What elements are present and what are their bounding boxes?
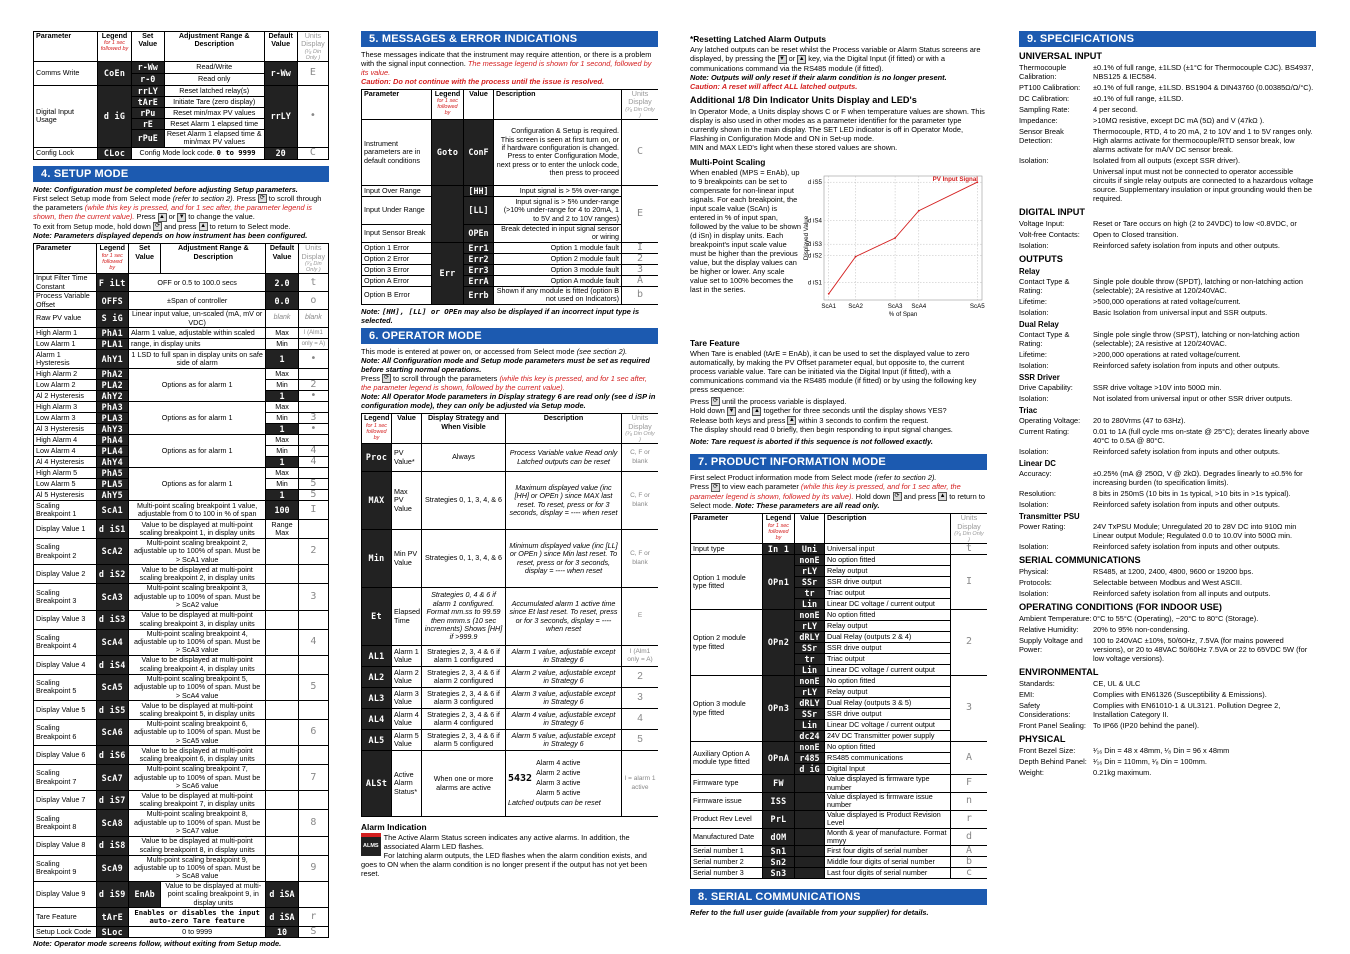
reset-title: *Resetting Latched Alarm Outputs [690,34,827,44]
spec-row: Resolution: 8 bits in 250mS (10 bits in 1s typical, >10 bits in >1s typical). [1019,489,1291,498]
setup-row: Tare Feature tArE Enables or disables the input auto-zero Tare feature d iSA r [34,908,329,927]
spec-row: Isolation: Isolated from all outputs (except SSR driver). [1019,156,1241,165]
operator-row: Min Min PV Value Strategies 0, 1, 3, 4, & 6 Minimum displayed value (inc [LL] or OPEn ) since Min last reset. To reset, press or for 3 seconds, display = ---- when reset C, F or blank [362,530,659,588]
spec-heading: PHYSICAL [1019,734,1066,744]
mps-text: When enabled (MPS = EnAb), up to 9 breakpoints can be set to compensate for non-linear input signals. For each breakpoint, the input scale value (ScAn) is entered in % of input span, followed by the value to be shown (d iSn) in display units. Each breakpoint's input scale value must be higher than the previous value, but the display values can be higher or lower. Any scale value set to 100% becomes the last in the series. [690,167,801,294]
spec-row: Sampling Rate: 4 per second. [1019,105,1138,114]
scroll-key-icon[interactable]: ⟳ [712,398,718,405]
spec-row: Protocols: Selectable between Modbus and West ASCII. [1019,578,1242,587]
spec-row: Isolation: Not isolated from universal input or other SSR driver outputs. [1019,394,1293,403]
x-tick-label: ScA5 [969,302,985,310]
spec-row: Volt-free Contacts: Open to Closed transition. [1019,230,1179,239]
th-set-value: Set Value [131,32,164,62]
scroll-key-icon[interactable]: ⟳ [383,375,389,382]
product-info-row: Input type In 1 Uni Universal input t [691,544,988,555]
y-tick-label: d iS4 [807,217,822,225]
section-7-title: 7. PRODUCT INFORMATION MODE [690,454,987,470]
product-info-row: d iG Digital Input [691,764,988,775]
setup-row: Low Alarm 5 PLA5 Min 5 [34,479,329,490]
spec-row: Power Rating: 24V TxPSU Module; Unregulated 20 to 28V DC into 910Ω min Linear output Module; Regulated 0.0 to 10.0V into 500Ω min. [1019,522,1297,540]
spec-row: Supply Voltage and Power: 100 to 240VAC ±10%, 50/60Hz, 7.5VA (for mains powered versions), or 20 to 48VAC 50/60Hz 7.5VA or 22 to 65VDC 5W (for low voltage versions). [1019,636,1308,663]
setup-row: Alarm 1 Hysteresis AhY1 1 LSD to full span in display units on safe side of alarm 1 • [34,350,329,369]
product-info-row: Lin Linear DC voltage / current output [691,665,988,676]
setup-row: Display Value 8 d iS8 Value to be displayed at multi-point scaling breakpoint 8, in display units [34,836,329,855]
scroll-key-icon[interactable]: ⟳ [712,483,718,490]
message-row: Input Under Range [LL] Input signal is > 5% under-range (>10% under-range for 4 to 20mA, 1 to 5V and 2 to 10V ranges) [362,196,659,224]
x-tick-label: ScA2 [848,302,863,310]
spec-row: Safety Considerations: Complies with EN61010-1 & UL3121. Pollution Degree 2, Installation Category II. [1019,701,1281,719]
message-row: Option B Error Errb Shown if any module is fitted (option B not used on Indicators) b [362,286,659,304]
spec-row: Ambient Temperature: 0°C to 55°C (Operating), −20°C to 80°C (Storage). [1019,614,1259,623]
setup-row: Scaling Breakpoint 8 ScA8 Multi-point scaling breakpoint 8, adjustable up to 100% of span. Must be > ScA7 value 8 [34,810,329,836]
product-info-row: Serial number 3 Sn3 Last four digits of serial number c [691,868,988,879]
operator-row: AL5 Alarm 5 Value Strategies 2, 3, 4 & 6 if alarm 5 configured Alarm 5 value, adjustable except in Strategy 6 5 [362,730,659,751]
product-info-row: dRLY Dual Relay (outputs 2 & 4) [691,632,988,643]
spec-row: Physical: RS485, at 1200, 2400, 4800, 9600 or 19200 bps. [1019,567,1254,576]
spec-row: Isolation: Reinforced safety isolation from inputs and other outputs. [1019,241,1280,250]
th-parameter: Parameter [34,32,98,62]
additional-text: In Operator Mode, a Units display shows C or F when temperature values are shown. This display is also used in other modes as a parameter identifier for the parameter type currently shown in the main display. The SET LED indicator is off in Operator Mode, Flashing in Configuration Mode and ON in Set-up mode. MIN and MAX LED's light when these stored values are shown. [690,106,985,152]
setup-row: Display Value 4 d iS4 Value to be displayed at multi-point scaling breakpoint 4, in display units [34,655,329,674]
operator-row: AL3 Alarm 3 Value Strategies 2, 3, 4 & 6 if alarm 3 configured Alarm 3 value, adjustable except in Strategy 6 3 [362,688,659,709]
section-6-intro: This mode is entered at power on, or accessed from Select mode (see section 2). Note: All Configuration mode and Setup mode parameters must be set as required before starting normal operations. Press ⟳ to scroll through the parameters (while this key is pressed, and for 1 sec after, the parameter legend is shown, followed by the current value). Note: All Operator Mode parameters in Display strategy 6 are read only (see d iSP in configuration mode), they can only be adjusted via Setup mode. [361,346,656,411]
spec-subheading: Relay [1019,267,1040,276]
setup-row: Display Value 9 d iS9 EnAb Value to be displayed at multi-point scaling breakpoint 9, in display units d iSA [34,881,329,907]
y-tick-label: d iS1 [807,279,822,287]
spec-row: Lifetime: >200,000 operations at rated voltage/current. [1019,350,1241,359]
x-tick-label: ScA1 [821,302,837,310]
th-units: Units Display (¹⁄₈ Din Only ) [297,32,328,62]
spec-row: Drive Capability: SSR drive voltage >10V into 500Ω min. [1019,383,1222,392]
down-key-icon[interactable]: ▼ [728,407,735,414]
spec-subheading: Linear DC [1019,459,1056,468]
setup-row: Low Alarm 2 PLA2 Min 2 [34,380,329,391]
y-axis-label: Displayed Value [803,215,810,260]
setup-row: Display Value 1 d iS1 Value to be displayed at multi-point scaling breakpoint 1, in display units Range Max [34,520,329,539]
spec-row: Sensor Break Detection: Thermocouple, RTD, 4 to 20 mA, 2 to 10V and 1 to 5V ranges only. High alarms activate for thermocouple/RTD sensor break, low alarms activate for mA/V DC sensor break. [1019,127,1313,154]
setup-row: Display Value 7 d iS7 Value to be displayed at multi-point scaling breakpoint 7, in display units [34,791,329,810]
spec-row: DC Calibration: ±0.1% of full range, ±1LSD. [1019,94,1184,103]
down-key-icon[interactable]: ▼ [178,213,185,220]
x-tick-label: ScA4 [911,302,927,310]
message-row: Instrument parameters are in default conditions Goto ConF Configuration & Setup is required. This screen is seen at first turn on, or if hardware configuration is changed. Press to enter Configuration Mode, next press or to enter the unlock code, then press to proceed C [362,119,659,185]
data-point [918,209,920,211]
mps-chart [802,168,987,328]
operator-row: AL1 Alarm 1 Value Strategies 2, 3, 4 & 6 if alarm 1 configured Alarm 1 value, adjustable except in Strategy 6 I (Alm1 only = A) [362,646,659,667]
section-8-text: Refer to the full user guide (available from your supplier) for details. [690,908,929,918]
product-info-row: r485 RS485 communications [691,753,988,764]
section-9-title: 9. SPECIFICATIONS [1019,31,1316,47]
setup-row: High Alarm 2 PhA2 Options as for alarm 1 Max [34,369,329,380]
product-info-row: dc24 24V DC Transmitter power supply [691,731,988,742]
alarm-indication-title: Alarm Indication [361,822,427,833]
product-info-row: Firmware issue ISS Value displayed is firmware issue number n [691,792,988,810]
y-tick-label: d iS5 [807,178,822,186]
setup-row: Al 4 Hysteresis AhY4 1 4 [34,457,329,468]
product-info-row: SSr SSR drive output [691,643,988,654]
setup-row: Scaling Breakpoint 3 ScA3 Multi-point scaling breakpoint 3, adjustable up to 100% of span. Must be > ScA2 value 3 [34,584,329,610]
product-info-table: Parameter Legend for 1 sec followed by Value Description Units Display (¹⁄₈ Din Only ) Input type In 1 Uni Universal input t Option 1 module type fitted OPn1 nonE No option fitted I rLY Relay output SSr SSR drive output tr Triac output Lin Linear DC voltage / current output Option 2 module type fitted OPn2 nonE No option fitted 2 rLY Relay output dRLY Dual Relay (outputs 2 & 4) SSr SSR drive output tr Triac output Lin Linear DC voltage / current output Option 3 module type fitted OPn3 nonE No option fitted 3 rLY Relay output dRLY Dual Relay (outputs 3 & 5) SSr SSR drive output Lin Linear DC voltage / current output dc24 24V DC Transmitter power supply Auxiliary Option A module type fitted OPnA nonE No option fitted A r485 RS485 communications d iG Digital Input Firmware type FW Value displayed is firmware type number F Firmware issue ISS Value displayed is firmware issue number n Product Rev Level PrL Value displayed is Product Revision Level r Manufactured Date dOM Month & year of manufacture. Format mmyy d Serial number 1 Sn1 First four digits of serial number A Serial number 2 Sn2 Middle four digits of serial number b Serial number 3 Sn3 Last four digits of serial number c [690,513,987,879]
setup-row: Low Alarm 1 PLA1 range, in display units Min only = A) [34,339,329,350]
section-4-title: 4. SETUP MODE [33,166,329,182]
spec-row: Depth Behind Panel: ¹⁄₁₆ Din = 110mm, ¹⁄₈ Din = 100mm. [1019,757,1207,766]
messages-note: Note: [HH], [LL] or OPEn may also be displayed if an incorrect input type is selected. [361,306,640,325]
th-adjust: Adjustment Range & Description [164,32,264,62]
spec-row: Accuracy: ±0.25% (mA @ 250Ω, V @ 2kΩ). Degrades linearly to ±0.5% for increasing burden (to specification limits). [1019,469,1303,487]
setup-row: Scaling Breakpoint 1 ScA1 Multi-point scaling breakpoint 1 value, adjustable from 0 to 100 in % of span 100 I [34,501,329,520]
series-line [829,182,978,294]
column-3 [690,30,987,920]
column-1 [33,30,329,951]
row-digital-input: Digital Input Usage [34,85,98,147]
column-4 [1019,30,1316,779]
setup-row: Al 3 Hysteresis AhY3 1 • [34,424,329,435]
section-5-title: 5. MESSAGES & ERROR INDICATIONS [361,31,658,47]
setup-row: Display Value 6 d iS6 Value to be displayed at multi-point scaling breakpoint 6, in display units [34,746,329,765]
setup-row: High Alarm 4 PhA4 Options as for alarm 1 Max [34,435,329,446]
spec-row: Isolation: Reinforced safety isolation from inputs and other outputs. [1019,361,1280,370]
spec-heading: ENVIRONMENTAL [1019,667,1099,677]
setup-row: Scaling Breakpoint 4 ScA4 Multi-point scaling breakpoint 4, adjustable up to 100% of span. Must be > ScA3 value 4 [34,629,329,655]
section-6-title: 6. OPERATOR MODE [361,328,658,344]
message-row: Input Sensor Break OPEn Break detected in input signal sensor or wiring [362,224,659,242]
reset-text: Any latched outputs can be reset whilst the Process variable or Alarm Status screens are displayed, by pressing the ▼ or ▲ key, via the Digital Input (if fitted) or with a communications command via the RS485 module (if fitted). Note: Outputs will only reset if their alarm condition is no longer present. Caution: A reset will affect ALL latched outputs. [690,45,981,91]
tare-note: Note: Tare request is aborted if this sequence is not followed exactly. [690,437,933,447]
message-row: Input Over Range [HH] Input signal is > 5% over-range E [362,185,659,196]
setup-row: Low Alarm 4 PLA4 Min 4 [34,446,329,457]
setup-row: Setup Lock Code SLoc 0 to 9999 10 S [34,927,329,938]
section-8-title: 8. SERIAL COMMUNICATIONS [690,889,987,905]
data-point [855,255,857,257]
plot-area [824,176,982,300]
setup-row: Scaling Breakpoint 5 ScA5 Multi-point scaling breakpoint 5, adjustable up to 100% of span. Must be > ScA4 value 5 [34,674,329,700]
product-info-row: SSr SSR drive output [691,577,988,588]
spec-row: Universal input must not be connected to operator accessible circuits if single relay outputs are connected to a hazardous voltage source. Supplementary insulation or input grounding would then be required. [1093,167,1314,203]
spec-row: PT100 Calibration: ±0.1% of full range, ±1LSD. BS1904 & DIN43760 (0.00385Ω/Ω/°C). [1019,83,1314,92]
spec-row: Voltage Input: Reset or Tare occurs on high (2 to 24VDC) to low <0.8VDC, or [1019,219,1297,228]
setup-row: Display Value 5 d iS5 Value to be displayed at multi-point scaling breakpoint 5, in display units [34,700,329,719]
product-info-row: Option 2 module type fitted OPn2 nonE No option fitted 2 [691,610,988,621]
setup-row: Display Value 3 d iS3 Value to be displayed at multi-point scaling breakpoint 3, in display units [34,610,329,629]
product-info-row: Auxiliary Option A module type fitted OPnA nonE No option fitted A [691,742,988,753]
message-row: Option 2 Error Err2 Option 2 module fault 2 [362,253,659,264]
tare-steps: Press ⟳ until the process variable is displayed. Hold down ▼ and ▲ together for three seconds until the display shows YES? Release both keys and press ▲ within 3 seconds to confirm the request. The display should read 0 briefly, then begin responding to input signal changes. [690,396,953,435]
operator-row: Et Elapsed Time Strategies 0, 4 & 6 if alarm 1 configured. Format mm.ss to 99.59 then mmm.s (10 sec increments) Shows [HH] if >999.9 Accumulated alarm 1 active time since Et last reset. To reset, press or for 3 seconds, display = ---- when reset E [362,588,659,646]
spec-row: Weight: 0.21kg maximum. [1019,768,1152,777]
setup-row: Scaling Breakpoint 6 ScA6 Multi-point scaling breakpoint 6, adjustable up to 100% of span. Must be > ScA5 value 6 [34,719,329,745]
section-4-intro: Note: Configuration must be completed before adjusting Setup parameters. First select Setup mode from Select mode (refer to section 2). Press ⟳ to scroll through the parameters (while this key is pressed, and for 1 sec after, the parameter legend is shown, then the current value). Press ▲ or ▼ to change the value. To exit from Setup mode, hold down ⟳ and press ▲ to return to Select mode. Note: Parameters displayed depends on how instrument has been configured. [33,184,322,241]
setup-row: Process Variable Offset OFFS ±Span of controller 0.0 o [34,292,329,310]
setup-row: Raw PV value S iG Linear input value, un-scaled (mA, mV or VDC) blank blank [34,310,329,328]
setup-row: Scaling Breakpoint 2 ScA2 Multi-point scaling breakpoint 2, adjustable up to 100% of span. Must be > ScA1 value 2 [34,539,329,565]
operator-row: AL4 Alarm 4 Value Strategies 2, 3, 4 & 6 if alarm 4 configured Alarm 4 value, adjustable except in Strategy 6 4 [362,709,659,730]
x-axis-label: % of Span [888,310,918,318]
alarm-indication-text: ALMS The Active Alarm Status screen indicates any active alarms. In addition, the associated Alarm LED flashes. For latching alarm outputs, the LED flashes when the alarm condition exists, and goes to ON when the alarm condition is no longer present if the output has not yet been reset. [361,833,647,879]
up-key-icon[interactable]: ▲ [753,407,760,414]
spec-row: Current Rating: 0.01 to 1A (full cycle rms on-state @ 25°C); derates linearly above 40°C to 0.5A @ 80°C. [1019,427,1310,445]
y-tick-label: d iS3 [807,240,822,248]
setup-row: Scaling Breakpoint 9 ScA9 Multi-point scaling breakpoint 9, adjustable up to 100% of span. Must be > ScA8 value 9 [34,855,329,881]
operator-row: AL2 Alarm 2 Value Strategies 2, 3, 4 & 6 if alarm 2 configured Alarm 2 value, adjustable except in Strategy 6 2 [362,667,659,688]
product-info-row: Firmware type FW Value displayed is firmware type number F [691,775,988,793]
spec-heading: OUTPUTS [1019,254,1063,264]
th-legend: Legend for 1 sec followed by [98,32,131,62]
spec-row: Isolation: Basic Isolation from universal input and SSR outputs. [1019,308,1268,317]
spec-row: Standards: CE, UL & ULC [1019,679,1141,688]
data-point [828,292,830,294]
product-info-row: Lin Linear DC voltage / current output [691,599,988,610]
spec-row: Thermocouple Calibration: ±0.1% of full range, ±1LSD (±1°C for Thermocouple CJC). BS4937, NBS125 & IEC584. [1019,63,1314,81]
section-7-intro: First select Product information mode from Select mode (refer to section 2). Press ⟳ to view each parameter (while this key is pressed, and for 1 sec after, the parameter legend is shown, followed by its value). Hold down ⟳ and press ▲ to return to Select mode. Note: These parameters are all read only. [690,473,985,511]
product-info-row: rLY Relay output [691,566,988,577]
product-info-row: tr Triac output [691,588,988,599]
spec-heading: OPERATING CONDITIONS (FOR INDOOR USE) [1019,602,1222,612]
scroll-key-icon[interactable]: ⟳ [894,493,900,500]
spec-row: Contact Type & Rating: Single pole double throw (SPDT), latching or non-latching action (selectable); 2A resistive at 120/240VAC. [1019,277,1303,295]
product-info-row: Product Rev Level PrL Value displayed is Product Revision Level r [691,810,988,828]
product-info-row: Lin Linear DC voltage / current output [691,720,988,731]
setup-row: High Alarm 1 PhA1 Alarm 1 value, adjustable within scaled Max I (Alm1 [34,328,329,339]
message-row: Option 3 Error Err3 Option 3 module fault 3 [362,264,659,275]
config-table-top: Parameter Legend for 1 sec followed by Set Value Adjustment Range & Description Default Value Units Display (¹⁄₈ Din Only ) Comms Write CoEn r-Ww Read/Write r-Ww E r-0 Read only Digital Input Usage d iG rrLY Reset latched relay(s) rrLY • tArE Initiate Tare (zero display) rPu Reset min/max PV values rE Reset Alarm 1 elapsed time rPuE Reset Alarm 1 elapsed time & min/max PV values Config Lock CLoc Config Mode lock code. 0 to 9999 20 C [33,31,329,160]
product-info-row: Option 1 module type fitted OPn1 nonE No option fitted I [691,555,988,566]
spec-row: Isolation: Reinforced safety isolation from inputs and other outputs. [1019,500,1280,509]
setup-row: High Alarm 5 PhA5 Options as for alarm 1 Max [34,468,329,479]
setup-row: Display Value 2 d iS2 Value to be displayed at multi-point scaling breakpoint 2, in display units [34,565,329,584]
spec-row: Relative Humidity: 20% to 95% non-condensing. [1019,625,1190,634]
spec-heading: SERIAL COMMUNICATIONS [1019,555,1141,565]
up-key-icon[interactable]: ▲ [798,55,805,62]
specifications [1019,51,1316,777]
x-tick-label: ScA3 [887,302,903,310]
spec-row: Isolation: Reinforced safety isolation from inputs and other outputs. [1019,447,1280,456]
mps-title: Multi-Point Scaling [690,156,766,167]
up-key-icon[interactable]: ▲ [159,213,165,220]
up-key-icon[interactable]: ▲ [939,493,946,500]
spec-row: Front Bezel Size: ¹⁄₁₆ Din = 48 x 48mm, ¹⁄₈ Din = 96 x 48mm [1019,746,1230,755]
spec-row: Operating Voltage: 20 to 280Vrms (47 to 63Hz). [1019,416,1186,425]
spec-row: Impedance: >10MΩ resistive, except DC mA (5Ω) and V (47kΩ ). [1019,116,1265,125]
up-key-icon[interactable]: ▲ [788,417,795,424]
product-info-row: SSr SSR drive output [691,709,988,720]
section-5-intro: These messages indicate that the instrument may require attention, or there is a problem with the signal input connection. The message legend is shown for 1 second, followed by its value. Caution: Do not continue with the process until the issue is resolved. [361,50,652,86]
product-info-row: tr Triac output [691,654,988,665]
spec-row: Isolation: Reinforced safety isolation from inputs and other outputs. [1019,542,1280,551]
spec-row: Isolation: Reinforced safety isolation from all inputs and outputs. [1019,589,1271,598]
chart-title: PV Input Signal [932,175,978,183]
spec-row: Lifetime: >500,000 operations at rated voltage/current. [1019,297,1241,306]
additional-title: Additional 1/8 Din Indicator Units Display and LED's [690,94,917,105]
spec-heading: UNIVERSAL INPUT [1019,51,1103,61]
product-info-row: rLY Relay output [691,687,988,698]
tare-title: Tare Feature [690,337,740,348]
data-point [894,237,896,239]
setup-row: Low Alarm 3 PLA3 Min 3 [34,413,329,424]
spec-subheading: Triac [1019,406,1038,415]
messages-table: Parameter Legend for 1 sec followed by Value Description Units Display (¹⁄₈ Din Only ) Instrument parameters are in default conditions Goto ConF Configuration & Setup is required. This screen is seen at first turn on, or if hardware configuration is changed. Press to enter Configuration Mode, next press or to enter the unlock code, then press to proceed C Input Over Range [HH] Input signal is > 5% over-range E Input Under Range [LL] Input signal is > 5% under-range (>10% under-range for 4 to 20mA, 1 to 5V and 2 to 10V ranges) Input Sensor Break OPEn Break detected in input signal sensor or wiring Option 1 Error Err Err1 Option 1 module fault I Option 2 Error Err2 Option 2 module fault 2 Option 3 Error Err3 Option 3 module fault 3 Option A Error ErrA Option A module fault A Option B Error Errb Shown if any module is fitted (option B not used on Indicators) b [361,89,658,305]
scroll-key-icon[interactable]: ⟳ [154,223,160,230]
setup-row: Scaling Breakpoint 7 ScA7 Multi-point scaling breakpoint 7, adjustable up to 100% of span. Must be > ScA6 value 7 [34,765,329,791]
operator-table: Legend for 1 sec followed by Value Display Strategy and When Visible Description Units Display (¹⁄₈ Din Only ) Proc PV Value* Always Process Variable value Read only Latched outputs can be reset C, F or blank MAX Max PV Value Strategies 0, 1, 3, 4, & 6 Maximum displayed value (inc [HH] or OPEn ) since MAX last reset. To reset, press or for 3 seconds, display = ---- when reset C, F or blank Min Min PV Value Strategies 0, 1, 3, 4, & 6 Minimum displayed value (inc [LL] or OPEn ) since Min last reset. To reset, press or for 3 seconds, display = ---- when reset C, F or blank Et Elapsed Time Strategies 0, 4 & 6 if alarm 1 configured. Format mm.ss to 99.59 then mmm.s (10 sec increments) Shows [HH] if >999.9 Accumulated alarm 1 active time since Et last reset. To reset, press or for 3 seconds, display = ---- when reset E AL1 Alarm 1 Value Strategies 2, 3, 4 & 6 if alarm 1 configured Alarm 1 value, adjustable except in Strategy 6 I (Alm1 only = A) AL2 Alarm 2 Value Strategies 2, 3, 4 & 6 if alarm 2 configured Alarm 2 value, adjustable except in Strategy 6 2 AL3 Alarm 3 Value Strategies 2, 3, 4 & 6 if alarm 3 configured Alarm 3 value, adjustable except in Strategy 6 3 AL4 Alarm 4 Value Strategies 2, 3, 4 & 6 if alarm 4 configured Alarm 4 value, adjustable except in Strategy 6 4 AL5 Alarm 5 Value Strategies 2, 3, 4 & 6 if alarm 5 configured Alarm 5 value, adjustable except in Strategy 6 5 ALSt Active Alarm Status* When one or more alarms are active 5432 Alarm 4 active Alarm 2 active Alarm 3 active Alarm 5 active Latched outputs can be reset I = alarm 1 active [361,413,658,817]
row-comms-write: Comms Write [34,61,98,85]
setup-table: Parameter Legend for 1 sec followed by Set Value Adjustment Range & Description Default Value Units Display (¹⁄₈ Din Only ) Input Filter Time Constant F iLt OFF or 0.5 to 100.0 secs 2.0 t Process Variable Offset OFFS ±Span of controller 0.0 o Raw PV value S iG Linear input value, un-scaled (mA, mV or VDC) blank blank High Alarm 1 PhA1 Alarm 1 value, adjustable within scaled Max I (Alm1 Low Alarm 1 PLA1 range, in display units Min only = A) Alarm 1 Hysteresis AhY1 1 LSD to full span in display units on safe side of alarm 1 • High Alarm 2 PhA2 Options as for alarm 1 Max Low Alarm 2 PLA2 Min 2 Al 2 Hysteresis AhY2 1 • High Alarm 3 PhA3 Options as for alarm 1 Max Low Alarm 3 PLA3 Min 3 Al 3 Hysteresis AhY3 1 • High Alarm 4 PhA4 Options as for alarm 1 Max Low Alarm 4 PLA4 Min 4 Al 4 Hysteresis AhY4 1 4 High Alarm 5 PhA5 Options as for alarm 1 Max Low Alarm 5 PLA5 Min 5 Al 5 Hysteresis AhY5 1 5 Scaling Breakpoint 1 ScA1 Multi-point scaling breakpoint 1 value, adjustable from 0 to 100 in % of span 100 I Display Value 1 d iS1 Value to be displayed at multi-point scaling breakpoint 1, in display units Range Max Scaling Breakpoint 2 ScA2 Multi-point scaling breakpoint 2, adjustable up to 100% of span. Must be > ScA1 value 2 Display Value 2 d iS2 Value to be displayed at multi-point scaling breakpoint 2, in display units Scaling Breakpoint 3 ScA3 Multi-point scaling breakpoint 3, adjustable up to 100% of span. Must be > ScA2 value 3 Display Value 3 d iS3 Value to be displayed at multi-point scaling breakpoint 3, in display units Scaling Breakpoint 4 ScA4 Multi-point scaling breakpoint 4, adjustable up to 100% of span. Must be > ScA3 value 4 Display Value 4 d iS4 Value to be displayed at multi-point scaling breakpoint 4, in display units Scaling Breakpoint 5 ScA5 Multi-point scaling breakpoint 5, adjustable up to 100% of span. Must be > ScA4 value 5 Display Value 5 d iS5 Value to be displayed at multi-point scaling breakpoint 5, in display units Scaling Breakpoint 6 ScA6 Multi-point scaling breakpoint 6, adjustable up to 100% of span. Must be > ScA5 value 6 Display Value 6 d iS6 Value to be displayed at multi-point scaling breakpoint 6, in display units Scaling Breakpoint 7 ScA7 Multi-point scaling breakpoint 7, adjustable up to 100% of span. Must be > ScA6 value 7 Display Value 7 d iS7 Value to be displayed at multi-point scaling breakpoint 7, in display units Scaling Breakpoint 8 ScA8 Multi-point scaling breakpoint 8, adjustable up to 100% of span. Must be > ScA7 value 8 Display Value 8 d iS8 Value to be displayed at multi-point scaling breakpoint 8, in display units Scaling Breakpoint 9 ScA9 Multi-point scaling breakpoint 9, adjustable up to 100% of span. Must be > ScA8 value 9 Display Value 9 d iS9 EnAb Value to be displayed at multi-point scaling breakpoint 9, in display units d iSA Tare Feature tArE Enables or disables the input auto-zero Tare feature d iSA r Setup Lock Code SLoc 0 to 9999 10 S [33,243,329,938]
spec-subheading: Dual Relay [1019,320,1059,329]
scroll-key-icon[interactable]: ⟳ [259,195,265,202]
product-info-row: dRLY Dual Relay (outputs 3 & 5) [691,698,988,709]
spec-subheading: SSR Driver [1019,373,1060,382]
product-info-row: Serial number 2 Sn2 Middle four digits of serial number b [691,857,988,868]
spec-row: Contact Type & Rating: Single pole single throw (SPST), latching or non-latching action (selectable); 2A resistive at 120/240VAC. [1019,330,1300,348]
spec-subheading: Transmitter PSU [1019,512,1080,521]
setup-footnote: Note: Operator mode screens follow, without exiting from Setup mode. [33,939,282,949]
operator-row: ALSt Active Alarm Status* When one or more alarms are active 5432 Alarm 4 active Alarm 2 active Alarm 3 active Alarm 5 active Latched outputs can be reset I = alarm 1 active [362,751,659,817]
down-key-icon[interactable]: ▼ [779,55,785,62]
th-default: Default Value [264,32,297,62]
message-row: Option A Error ErrA Option A module fault A [362,275,659,286]
spec-heading: DIGITAL INPUT [1019,207,1086,217]
tare-text: When Tare is enabled (tArE = EnAb), it can be used to set the displayed value to zero automatically, by making the PV Offset parameter equal, but opposite to, the current process variable value. Tare can be initiated via the Digital Input (if fitted), with a communications command via the RS485 module (if fitted) or by using the following key press sequence: [690,348,977,394]
product-info-row: Manufactured Date dOM Month & year of manufacture. Format mmyy d [691,828,988,846]
mps-block [690,168,987,336]
setup-row: Input Filter Time Constant F iLt OFF or 0.5 to 100.0 secs 2.0 t [34,274,329,292]
spec-row: Front Panel Sealing: To IP66 (IP20 behind the panel). [1019,721,1200,730]
message-row: Option 1 Error Err Err1 Option 1 module fault I [362,242,659,253]
setup-row: High Alarm 3 PhA3 Options as for alarm 1 Max [34,402,329,413]
operator-row: MAX Max PV Value Strategies 0, 1, 3, 4, & 6 Maximum displayed value (inc [HH] or OPEn ) since MAX last reset. To reset, press or for 3 seconds, display = ---- when reset C, F or blank [362,472,659,530]
product-info-row: Option 3 module type fitted OPn3 nonE No option fitted 3 [691,676,988,687]
alarm-led-icon: ALMS [361,833,381,856]
setup-row: Al 2 Hysteresis AhY2 1 • [34,391,329,402]
product-info-row: rLY Relay output [691,621,988,632]
up-key-icon[interactable]: ▲ [200,223,207,230]
row-config-lock: Config Lock [34,147,98,159]
spec-row: EMI: Complies with EN61326 (Susceptibility & Emissions). [1019,690,1267,699]
operator-row: Proc PV Value* Always Process Variable value Read only Latched outputs can be reset C, F or blank [362,444,659,472]
product-info-row: Serial number 1 Sn1 First four digits of serial number A [691,846,988,857]
y-tick-label: d iS2 [807,251,822,259]
setup-row: Al 5 Hysteresis AhY5 1 5 [34,490,329,501]
column-2 [361,30,658,881]
